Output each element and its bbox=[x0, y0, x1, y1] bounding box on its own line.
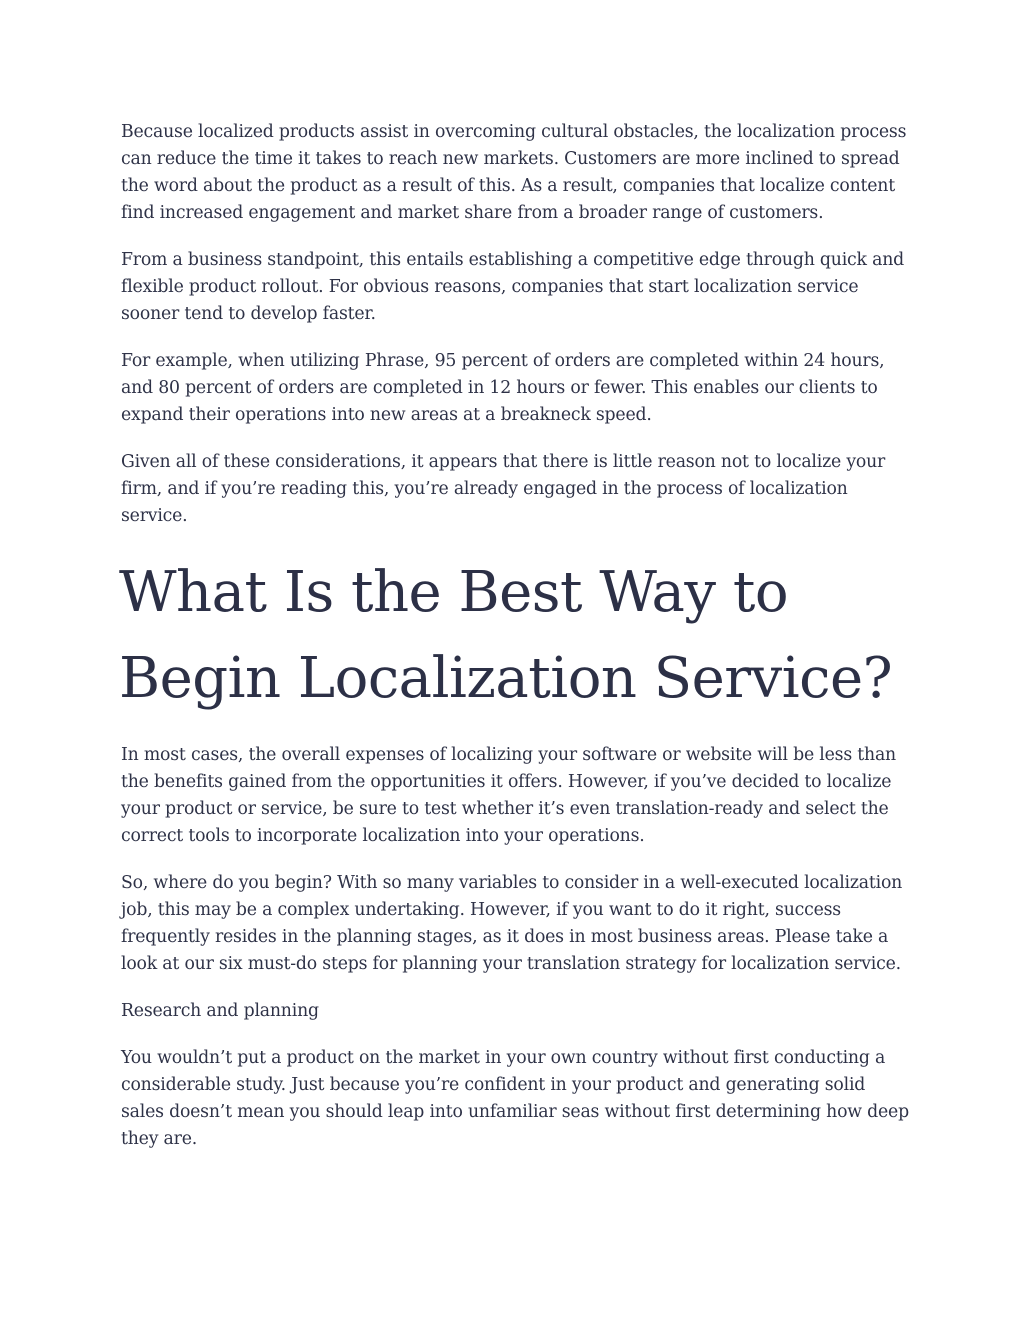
paragraph-2: From a business standpoint, this entails establishing a competitive edge through quick and flexible product rollout. For obvious reasons, companies that start localization service sooner tend to develop faster. bbox=[121, 250, 904, 324]
paragraph-7: You wouldn’t put a product on the market in your own country without first conducting a considerable study. Just because you’re confident in your product and generating solid sales doesn’t mean you should leap into unfamiliar seas without first determining how deep they are. bbox=[121, 1048, 909, 1149]
paragraph-5: In most cases, the overall expenses of localizing your software or website will be less than the benefits gained from the opportunities it offers. However, if you’ve decided to localize your product or service, be sure to test whether it’s even translation-ready and select the correct tools to incorporate localization into your operations. bbox=[121, 745, 896, 846]
paragraph-1: Because localized products assist in overcoming cultural obstacles, the localization process can reduce the time it takes to reach new markets. Customers are more inclined to spread the word about the product as a result of this. As a result, companies that localize content find increased engagement and market share from a broader range of customers. bbox=[121, 122, 907, 223]
section-heading: What Is the Best Way to Begin Localization Service? bbox=[119, 560, 893, 711]
paragraph-4: Given all of these considerations, it appears that there is little reason not to localize your firm, and if you’re reading this, you’re already engaged in the process of localization service. bbox=[121, 452, 886, 526]
document-page bbox=[121, 119, 911, 1173]
subheading-research-and-planning: Research and planning bbox=[121, 1001, 319, 1021]
paragraph-6: So, where do you begin? With so many variables to consider in a well-executed localization job, this may be a complex undertaking. However, if you want to do it right, success frequently resides in the planning stages, as it does in most business areas. Please take a look at our six must-do steps for planning your translation strategy for localization service. bbox=[121, 873, 903, 974]
paragraph-3: For example, when utilizing Phrase, 95 percent of orders are completed within 24 hours, and 80 percent of orders are completed in 12 hours or fewer. This enables our clients to expand their operations into new areas at a breakneck speed. bbox=[121, 351, 885, 425]
